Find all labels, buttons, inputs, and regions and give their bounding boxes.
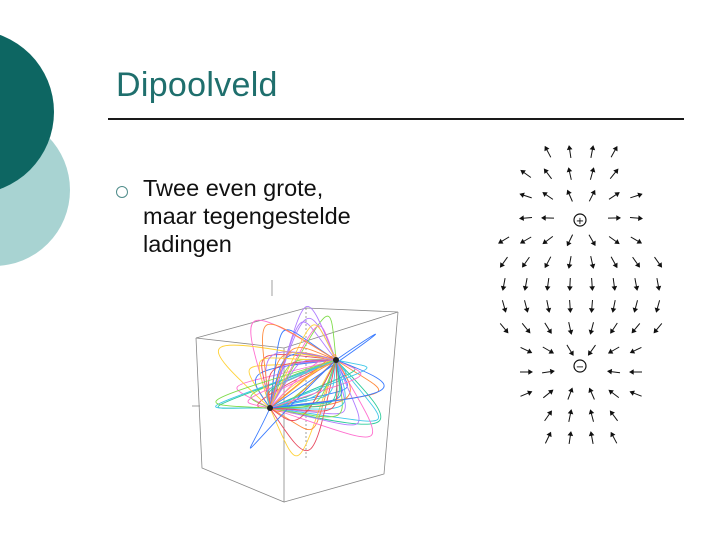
field-arrow-head — [528, 350, 532, 353]
field-arrow-head — [658, 263, 661, 267]
field-arrow-head — [524, 286, 528, 290]
field-arrow-head — [655, 308, 659, 312]
field-arrow-head — [521, 240, 525, 243]
field-arrow-head — [569, 388, 573, 392]
field-arrow-head — [548, 433, 552, 437]
field-arrow-head — [592, 191, 595, 195]
cube-front-left-edges — [196, 338, 284, 502]
field-arrow-head — [592, 242, 595, 246]
field-arrow-head — [631, 350, 635, 353]
field-arrow-head — [551, 370, 554, 374]
minus-label: − — [575, 362, 585, 373]
charge-point — [333, 357, 339, 363]
field-arrow-head — [546, 287, 550, 290]
field-arrow-head — [591, 146, 595, 150]
field-arrow-head — [590, 432, 594, 436]
field-arrow-head — [567, 191, 571, 195]
field-arrow-head — [502, 286, 506, 290]
field-arrow-head — [545, 147, 548, 151]
field-arrows — [499, 146, 662, 444]
field-arrow-head — [639, 216, 642, 220]
field-arrow-head — [499, 240, 503, 243]
dipole-3d-field-lines-figure — [188, 278, 410, 508]
field-arrow-head — [614, 147, 617, 151]
field-arrow-head — [528, 391, 532, 395]
field-arrow-head — [567, 242, 570, 246]
field-arrow-head — [568, 264, 572, 268]
field-arrow-head — [617, 216, 620, 220]
field-arrow-head — [545, 264, 548, 268]
negative-charge — [574, 360, 586, 373]
field-arrow-head — [503, 308, 507, 312]
field-arrow-head — [501, 263, 504, 267]
field-arrow-head — [543, 193, 547, 196]
field-arrow-head — [570, 351, 573, 355]
field-arrow-head — [611, 329, 614, 333]
field-arrow-head — [614, 264, 617, 268]
field-arrow-head — [591, 264, 595, 268]
field-arrow-head — [525, 308, 529, 312]
field-arrow-head — [591, 168, 595, 172]
field-lines — [216, 306, 385, 455]
field-arrow-head — [633, 308, 637, 312]
field-arrow-head — [609, 350, 613, 353]
field-arrow-head — [520, 193, 524, 197]
field-arrow-head — [569, 432, 573, 435]
field-arrow-head — [590, 410, 594, 414]
plus-label: + — [575, 216, 585, 227]
field-arrow-head — [613, 287, 617, 290]
field-arrow-head — [568, 287, 572, 290]
field-arrow-head — [569, 410, 573, 414]
field-arrow-head — [529, 370, 532, 374]
field-arrow-head — [635, 286, 639, 290]
slide-title: Dipoolveld — [116, 66, 278, 104]
field-arrow-head — [638, 193, 642, 197]
bullet-text: Twee even grote, maar tegengestelde ladingen — [143, 175, 351, 257]
title-divider — [108, 118, 684, 120]
field-arrow-head — [611, 433, 614, 437]
field-arrow-head — [657, 286, 661, 290]
field-arrow-head — [547, 308, 551, 312]
dipole-vector-field-diagram — [496, 142, 666, 452]
field-arrow-head — [569, 330, 573, 334]
field-arrow-head — [630, 370, 633, 374]
field-arrow-head — [590, 309, 594, 312]
field-arrow-head — [590, 287, 594, 290]
field-arrow-head — [615, 193, 619, 196]
field-arrow-head — [636, 263, 639, 267]
field-arrow-head — [608, 370, 612, 374]
hollow-circle-bullet-icon — [116, 186, 128, 198]
field-arrow-head — [549, 350, 553, 353]
field-arrow-head — [637, 240, 641, 243]
decorative-teal-circles — [0, 0, 110, 300]
field-arrow-head — [520, 216, 523, 220]
positive-charge — [574, 214, 586, 227]
field-arrow-head — [612, 308, 616, 312]
field-arrow-head — [615, 240, 619, 243]
field-arrow-head — [548, 329, 551, 333]
field-arrow-head — [568, 168, 572, 172]
field-arrow-head — [542, 216, 545, 220]
field-arrow-head — [589, 330, 593, 334]
field-arrow-head — [548, 411, 551, 415]
field-arrow-head — [630, 391, 634, 395]
field-arrow-head — [568, 146, 572, 149]
field-arrow-head — [523, 263, 526, 267]
field-arrow-head — [568, 309, 572, 312]
charge-point — [267, 405, 273, 411]
field-arrow-head — [589, 389, 593, 393]
